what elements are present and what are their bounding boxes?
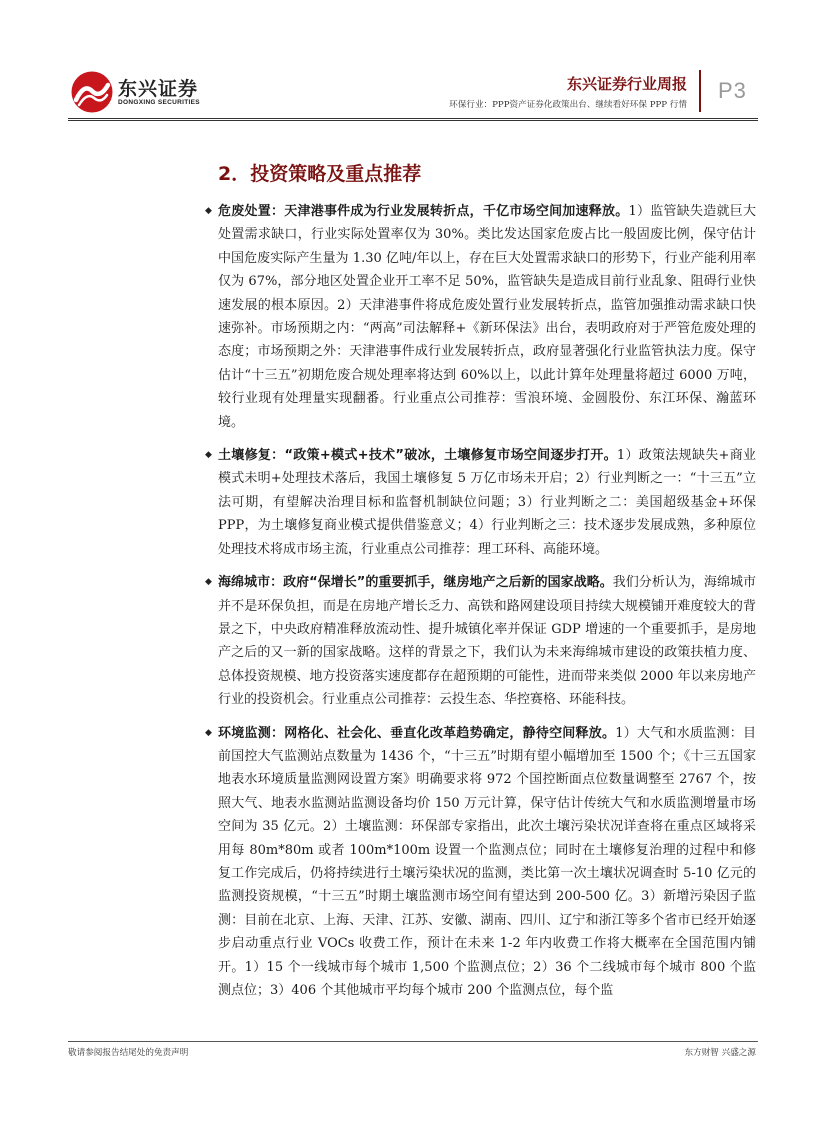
- paragraph-soil-remediation: [205, 444, 757, 561]
- footer-disclaimer: 敬请参阅报告结尾处的免责声明: [68, 1048, 189, 1058]
- paragraph-body: 1）监管缺失造就巨大处置需求缺口，行业实际处置率仅为 30%。类比发达国家危废占比一般固废比例，保守估计中国危废实际产生量为 1.30 亿吨/年以上，存在巨大处置需求缺口的形势下，行业产能利用率仅为 67%，部分地区处置企业开工率不足 50%，监管缺失是造成目前行业乱象、阻碍行业快速发展的根本原因。2）天津港事件将成危废处置行业发展转折点，监管加强推动需求缺口快速弥补。市场预期之内：“两高”司法解释+《新环保法》出台，表明政府对于严管危废处理的态度；市场预期之外：天津港事件成行业发展转折点，政府显著强化行业监管执法力度。保守估计“十三五”初期危废合规处理率将达到 60%以上，以此计算年处理量将超过 6000 万吨，较行业现有处理量实现翻番。行业重点公司推荐：雪浪环境、金圆股份、东江环保、瀚蓝环境。: [218, 204, 756, 430]
- paragraph-body: 1）政策法规缺失+商业模式未明+处理技术落后，我国土壤修复 5 万亿市场未开启；2）行业判断之一：“十三五”立法可期，有望解决治理目标和监督机制缺位问题；3）行业判断之二：美国超级基金+环保 PPP，为土壤修复商业模式提供借鉴意义；4）行业判断之三：技术逐步发展成熟，多种原位处理技术将成市场主流，行业重点公司推荐：理工环科、高能环境。: [218, 448, 757, 557]
- paragraph-body: 1）大气和水质监测：目前国控大气监测站点数量为 1436 个，“十三五”时期有望小幅增加至 1500 个；《十三五国家地表水环境质量监测网设置方案》明确要求将 972 个国控断面点位数量调整至 2767 个，按照大气、地表水监测站监测设备均价 150 万元计算，保守估计传统大气和水质监测增量市场空间为 35 亿元。2）土壤监测：环保部专家指出，此次土壤污染状况详查将在重点区域将采用每 80m*80m 或者 100m*100m 设置一个监测点位；同时在土壤修复治理的过程中和修复工作完成后，仍将持续进行土壤污染状况的监测，类比第一次土壤状况调查时 5-10 亿元的监测投资规模，“十三五”时期土壤监测市场空间有望达到 200-500 亿。3）新增污染因子监测：目前在北京、上海、天津、江苏、安徽、湖南、四川、辽宁和浙江等多个省市已经开始逐步启动重点行业 VOCs 收费工作，预计在未来 1-2 年内收费工作将大概率在全国范围内铺开。1）15 个一线城市每个城市 1,500 个监测点位；2）36 个二线城市每个城市 800 个监测点位；3）406 个其他城市平均每个城市 200 个监测点位，每个监: [218, 725, 756, 998]
- company-logo: [70, 70, 230, 116]
- bullet-diamond-icon: ◆: [205, 577, 212, 588]
- report-subtitle: 环保行业：PPP资产证券化政策出台、继续看好环保 PPP 行情: [449, 100, 687, 110]
- header-rule: [68, 118, 758, 121]
- paragraph-lead: 海绵城市：政府“保增长”的重要抓手，继房地产之后新的国家战略。: [218, 575, 613, 591]
- bullet-diamond-icon: ◆: [205, 450, 212, 461]
- paragraph-hazardous-waste: [205, 200, 756, 434]
- paragraph-lead: 土壤修复：“政策+模式+技术”破冰，土壤修复市场空间逐步打开。: [218, 448, 617, 464]
- paragraph-lead: 环境监测：网格化、社会化、垂直化改革趋势确定，静待空间释放。: [218, 725, 616, 741]
- footer-rule: [68, 1041, 758, 1042]
- paragraph-body: 我们分析认为，海绵城市并不是环保负担，而是在房地产增长乏力、高铁和路网建设项目持续大规模铺开难度较大的背景之下，中央政府精准释放流动性、提升城镇化率并保证 GDP 增速的一个重要抓手，是房地产之后的又一新的国家战略。这样的背景之下，我们认为未来海绵城市建设的政策扶植力度、总体投资规模、地方投资落实速度都存在超预期的可能性，进而带来类似 2000 年以来房地产行业的投资机会。行业重点公司推荐：云投生态、华控赛格、环能科技。: [218, 575, 756, 708]
- logo-text-cn: 东兴证券: [118, 78, 199, 100]
- report-title: 东兴证券行业周报: [566, 75, 687, 93]
- bullet-diamond-icon: ◆: [205, 727, 212, 738]
- logo-mark-icon: [70, 70, 114, 114]
- page-number: P3: [718, 78, 747, 103]
- section-title: 2．投资策略及重点推荐: [218, 163, 422, 185]
- bullet-diamond-icon: ◆: [205, 206, 212, 216]
- logo-text-en: DONGXING SECURITIES: [118, 99, 200, 106]
- footer-slogan: 东方财智 兴盛之源: [684, 1048, 756, 1058]
- header-divider: [699, 70, 701, 112]
- paragraph-env-monitoring: [205, 722, 756, 1003]
- paragraph-sponge-city: [205, 571, 756, 711]
- content-body: [205, 200, 757, 1012]
- paragraph-lead: 危废处置：天津港事件成为行业发展转折点，千亿市场空间加速释放。: [218, 204, 629, 219]
